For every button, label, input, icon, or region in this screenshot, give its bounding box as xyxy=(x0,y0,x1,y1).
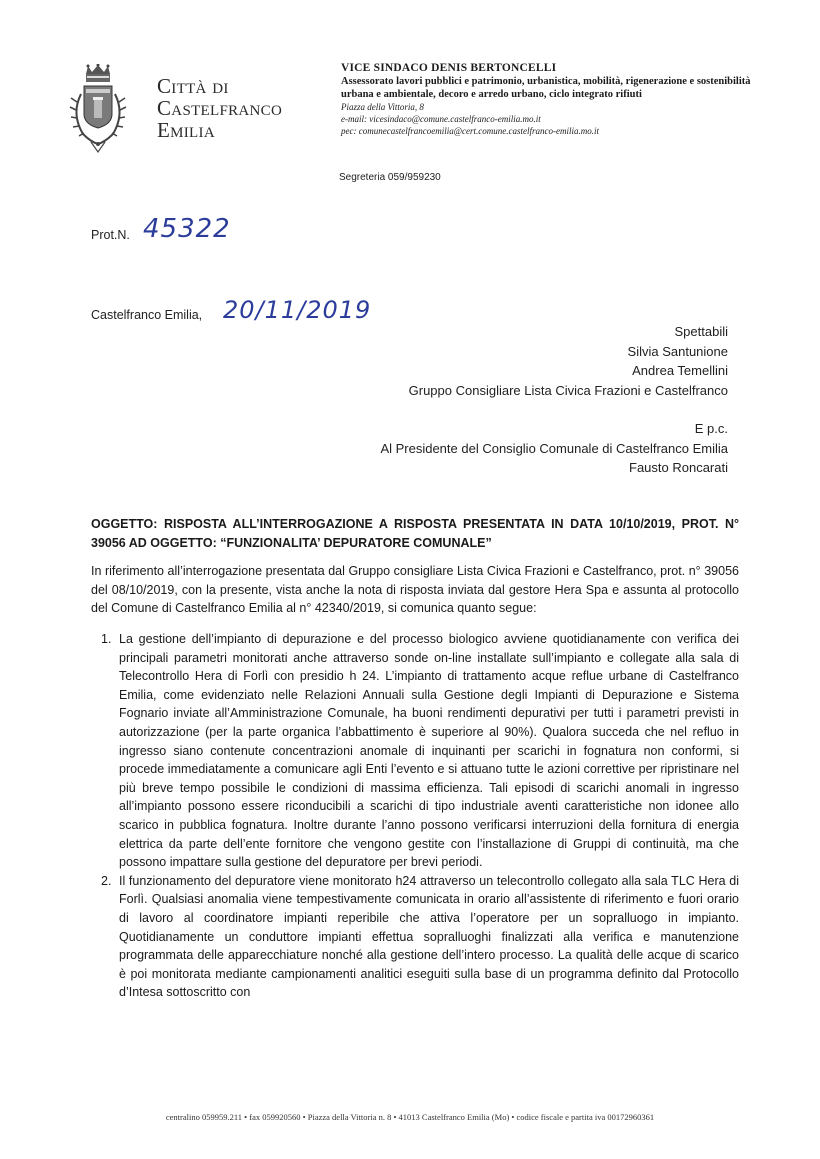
segreteria-phone: Segreteria 059/959230 xyxy=(339,172,441,183)
intro-paragraph: In riferimento all’interrogazione presentata dal Gruppo consigliare Lista Civica Frazioni e Castelfranco, prot. n° 39056 del 08/10/2019, con la presente, vista anche la nota di risposta inviata dal gestore Hera Spa e assunta al protocollo del Comune di Castelfranco Emilia al n° 42340/2019, si comunica quanto segue: xyxy=(91,564,739,615)
list-item xyxy=(91,630,739,872)
office-block xyxy=(341,62,751,137)
cc-line: Al Presidente del Consiglio Comunale di Castelfranco Emilia xyxy=(380,440,728,456)
protocol-number-handwritten: 45322 xyxy=(143,214,231,244)
footer-contact-info: centralino 059959.211 • fax 059920560 • Piazza della Vittoria n. 8 • 41013 Castelfranco Emilia (Mo) • codice fiscale e partita iva 00172960361 xyxy=(165,1112,655,1122)
list-item-text: Il funzionamento del depuratore viene monitorato h24 attraverso un telecontrollo collegato alla sala TLC Hera di Forlì. Qualsiasi anomalia viene tempestivamente comunicata in orario all’assistente di riferimento e fuori orario di lavoro al coordinatore impianti reperibile che attiva l’operatore per un sopralluogo in impianto. Quotidianamente un conduttore impianti effettua sopralluoghi finalizzati alla verifica e manutenzione programmata delle apparecchiature nonché alla gestione dell’intero processo. La qualità delle acque di scarico è poi monitorata mediante campionamenti analitici eseguiti sulla base di un programma definito dal Protocollo d’Intesa sottoscritto con xyxy=(119,873,739,1000)
cc-line: Fausto Roncarati xyxy=(629,460,728,475)
city-name-line: Emilia xyxy=(157,118,215,142)
list-item-number: 2. xyxy=(101,873,112,888)
list-item-text: La gestione dell’impianto di depurazione e del processo biologico avviene quotidianamente con verifica dei principali parametri monitorati anche attraverso sonde on-line installate sull’impianto e collegate alla sala di Telecontrollo Hera di Forlì con presidio h 24. L’impianto di trattamento acque reflue urbane di Castelfranco Emilia, come evidenziato nelle Relazioni Annuali sulla Gestione degli Impianti di Depurazione e Sistema Fognario inviate all’Amministrazione Comunale, ha buoni rendimenti depurativi per tutti i parametri previsti in autorizzazione (per la parte organica l’abbattimento è superiore al 90%). Qualora succeda che nel refluo in ingresso siano contenute concentrazioni anomale di inquinanti per scarichi in fognatura non conformi, si procede immediatamente a comunicare agli Enti l’evento e si attuano tutte le azioni correttive per ripristinare nel più breve tempo possibile le condizioni di massima efficienza. Tali episodi di scarichi anomali in ingresso all’impianto possono essere riconducibili a scarichi di tipo industriale aventi caratteristiche non idonee allo scarico in pubblica fognatura. Inoltre durante l’anno possono verificarsi interruzioni della fornitura di energia elettrica da parte dell’ente fornitore che vengono gestite con l’installazione di Gruppi di continuità, ma che possono impattare sulla gestione del depuratore per brevi periodi. xyxy=(119,632,739,870)
recipient-line: Andrea Temellini xyxy=(632,363,728,378)
city-name-line: Città di xyxy=(157,74,229,98)
cc-line: E p.c. xyxy=(694,421,728,436)
department-description: Assessorato lavori pubblici e patrimonio, urbanistica, mobilità, rigenerazione e sostenibilità urbana e ambientale, decoro e arredo urbano, ciclo integrato rifiuti xyxy=(341,76,751,100)
list-item xyxy=(91,872,739,1002)
date-place: Castelfranco Emilia, xyxy=(91,308,203,322)
office-pec: pec: comunecastelfrancoemilia@cert.comune.castelfranco-emilia.mo.it xyxy=(341,126,599,136)
date-line xyxy=(91,296,372,324)
city-name xyxy=(157,75,282,141)
recipient-line: Gruppo Consigliare Lista Civica Frazioni e Castelfranco xyxy=(408,382,728,398)
office-email: e-mail: vicesindaco@comune.castelfranco-emilia.mo.it xyxy=(341,114,541,124)
recipient-line: Spettabili xyxy=(674,324,728,339)
numbered-list xyxy=(91,630,739,1002)
city-name-line: Castelfranco xyxy=(157,96,283,120)
office-address: Piazza della Vittoria, 8 xyxy=(341,102,424,112)
subject-heading: OGGETTO: RISPOSTA ALL’INTERROGAZIONE A RISPOSTA PRESENTATA IN DATA 10/10/2019, PROT. N° 39056 AD OGGETTO: “FUNZIONALITA’ DEPURATORE COMUNALE” xyxy=(91,517,739,550)
coat-of-arms-icon xyxy=(67,64,129,154)
date-handwritten: 20/11/2019 xyxy=(223,296,372,324)
protocol-line xyxy=(91,214,231,244)
list-item-number: 1. xyxy=(101,632,112,646)
protocol-label: Prot.N. xyxy=(91,228,130,242)
recipients-block xyxy=(380,322,728,478)
recipient-line: Silvia Santunione xyxy=(627,343,728,359)
office-title: VICE SINDACO DENIS BERTONCELLI xyxy=(341,62,557,74)
